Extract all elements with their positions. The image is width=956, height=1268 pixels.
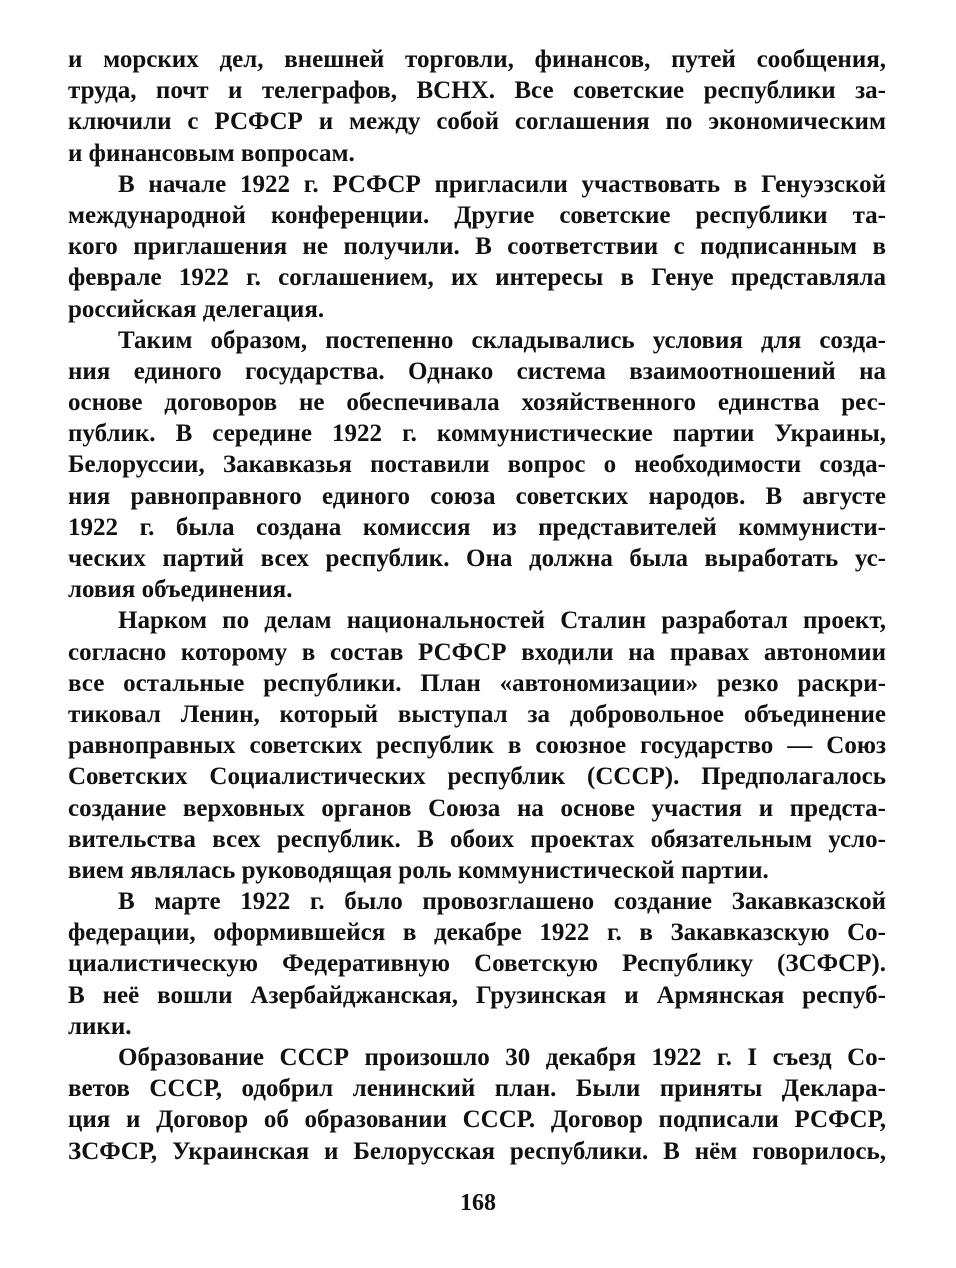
text-line: лики. bbox=[68, 1012, 132, 1040]
paragraph bbox=[68, 325, 886, 606]
text-line: Таким образом, постепенно складывались условия для созда- bbox=[118, 326, 886, 354]
page-text-body bbox=[68, 44, 886, 1167]
text-line: публик. В середине 1922 г. коммунистические партии Украины, bbox=[68, 420, 886, 448]
paragraph bbox=[68, 886, 886, 1042]
text-line: Образование СССР произошло 30 декабря 1922 г. I съезд Со- bbox=[118, 1044, 886, 1071]
text-line: Нарком по делам национальностей Сталин разработал проект, bbox=[118, 607, 886, 635]
text-line: тиковал Ленин, который выступал за добровольное объединение bbox=[68, 700, 886, 728]
text-line: труда, почт и телеграфов, ВСНХ. Все советские республики за- bbox=[68, 77, 886, 105]
text-line: Белоруссии, Закавказья поставили вопрос о необходимости созда- bbox=[68, 451, 886, 479]
text-line: ния равноправного единого союза советских народов. В августе bbox=[68, 482, 886, 510]
text-line: ция и Договор об образовании СССР. Договор подписали РСФСР, bbox=[68, 1106, 886, 1134]
text-line: В начале 1922 г. РСФСР пригласили участвовать в Генуэзской bbox=[118, 170, 886, 198]
paragraph bbox=[68, 44, 886, 169]
paragraph bbox=[68, 1042, 886, 1167]
text-line: ловия объединения. bbox=[68, 576, 293, 604]
text-line: основе договоров не обеспечивала хозяйственного единства рес- bbox=[68, 389, 886, 417]
text-line: равноправных советских республик в союзное государство — Союз bbox=[68, 732, 886, 760]
paragraph bbox=[68, 605, 886, 886]
text-line: ЗСФСР, Украинская и Белорусская республики. В нём говорилось, bbox=[68, 1137, 886, 1165]
text-line: и финансовым вопросам. bbox=[68, 139, 355, 167]
text-line: вием являлась руководящая роль коммунистической партии. bbox=[68, 856, 769, 884]
text-line: ческих партий всех республик. Она должна была выработать ус- bbox=[68, 545, 886, 572]
text-line: федерации, оформившейся в декабре 1922 г. в Закавказскую Со- bbox=[68, 919, 886, 947]
text-line: циалистическую Федеративную Советскую Республику (ЗСФСР). bbox=[68, 950, 886, 978]
text-line: все остальные республики. План «автономизации» резко раскри- bbox=[68, 669, 886, 697]
text-line: ключили с РСФСР и между собой соглашения по экономическим bbox=[68, 108, 886, 136]
text-line: кого приглашения не получили. В соответствии с подписанным в bbox=[68, 233, 886, 261]
text-line: создание верховных органов Союза на основе участия и предста- bbox=[68, 794, 886, 822]
text-line: ния единого государства. Однако система взаимоотношений на bbox=[68, 357, 886, 385]
paragraph bbox=[68, 169, 886, 325]
text-line: ветов СССР, одобрил ленинский план. Были приняты Деклара- bbox=[68, 1075, 886, 1103]
text-line: Советских Социалистических республик (СССР). Предполагалось bbox=[68, 763, 886, 791]
text-line: В марте 1922 г. было провозглашено создание Закавказской bbox=[118, 888, 886, 916]
page-number: 168 bbox=[460, 1190, 496, 1216]
text-line: российская делегация. bbox=[68, 295, 325, 323]
text-line: согласно которому в состав РСФСР входили на правах автономии bbox=[68, 638, 886, 666]
text-line: 1922 г. была создана комиссия из представителей коммунисти- bbox=[68, 513, 886, 541]
text-line: и морских дел, внешней торговли, финансов, путей сообщения, bbox=[68, 46, 886, 73]
text-line: вительства всех республик. В обоих проектах обязательным усло- bbox=[68, 825, 886, 853]
text-line: международной конференции. Другие советские республики та- bbox=[68, 201, 886, 229]
text-line: феврале 1922 г. соглашением, их интересы в Генуе представляла bbox=[68, 264, 886, 292]
text-line: В неё вошли Азербайджанская, Грузинская и Армянская респуб- bbox=[68, 981, 886, 1009]
